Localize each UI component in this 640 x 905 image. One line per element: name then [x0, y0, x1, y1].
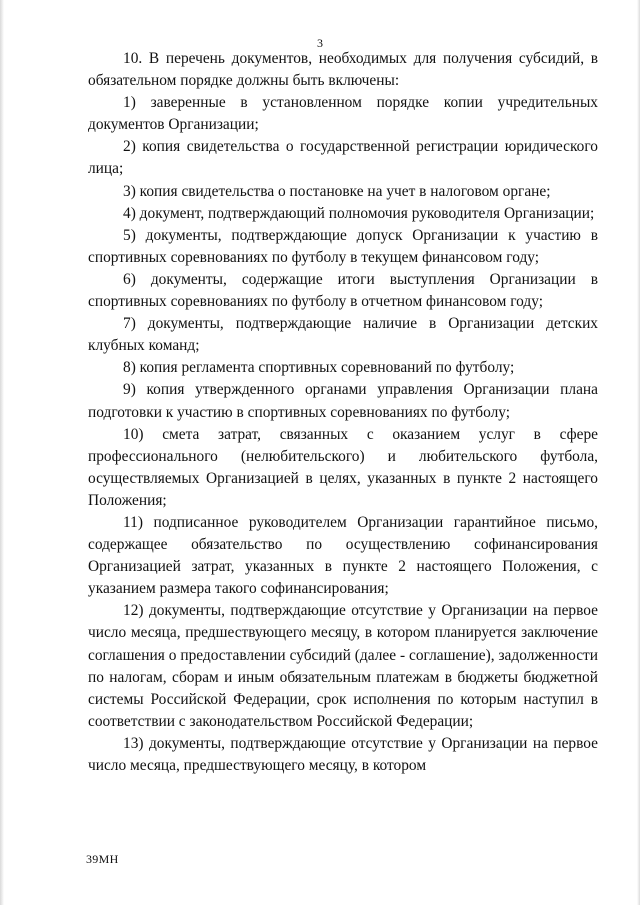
scan-edge-left	[0, 0, 4, 905]
document-body	[88, 48, 598, 777]
list-item-2: 2) копия свидетельства о государственной регистрации юридического лица;	[88, 138, 598, 178]
list-item-6: 6) документы, содержащие итоги выступления Организации в спортивных соревнованиях по футболу в отчетном финансовом году;	[88, 270, 598, 311]
list-item-7: 7) документы, подтверждающие наличие в Организации детских клубных команд;	[88, 315, 598, 355]
footer-document-code: 39МН	[86, 852, 119, 866]
list-item-5: 5) документы, подтверждающие допуск Организации к участию в спортивных соревнованиях по футболу в текущем финансовом году;	[88, 226, 598, 266]
list-item-11: 11) подписанное руководителем Организации гарантийное письмо, содержащее обязательство по осуществлению софинансирования Организацией затрат, указанных в пункте 2 настоящего Положения, с указанием размера такого софинансирования;	[88, 513, 598, 598]
list-item-4: 4) документ, подтверждающий полномочия руководителя Организации;	[123, 204, 595, 222]
list-item-3: 3) копия свидетельства о постановке на учет в налоговом органе;	[123, 182, 551, 200]
list-item-9: 9) копия утвержденного органами управления Организации плана подготовки к участию в спортивных соревнованиях по футболу;	[88, 381, 598, 421]
list-item-8: 8) копия регламента спортивных соревнований по футболу;	[123, 359, 515, 377]
list-item-1: 1) заверенные в установленном порядке копии учредительных документов Организации;	[88, 94, 598, 134]
page-number: 3	[317, 36, 323, 50]
list-item-12: 12) документы, подтверждающие отсутствие у Организации на первое число месяца, предшествующего месяцу, в котором планируется заключение соглашения о предоставлении субсидий (далее - соглашение), задолженности по налогам, сборам и иным обязательным платежам в бюджеты бюджетной системы Российской Федерации, срок исполнения по которым наступил в соответствии с законодательством Российской Федерации;	[88, 602, 598, 730]
list-item-10: 10) смета затрат, связанных с оказанием услуг в сфере профессионального (нелюбительского) и любительского футбола, осуществляемых Организацией в целях, указанных в пункте 2 настоящего Положения;	[88, 425, 598, 509]
list-item-13: 13) документы, подтверждающие отсутствие у Организации на первое число месяца, предшествующего месяцу, в котором	[88, 734, 598, 774]
paragraph-item-10-heading: 10. В перечень документов, необходимых для получения субсидий, в обязательном порядке должны быть включены:	[88, 50, 598, 90]
